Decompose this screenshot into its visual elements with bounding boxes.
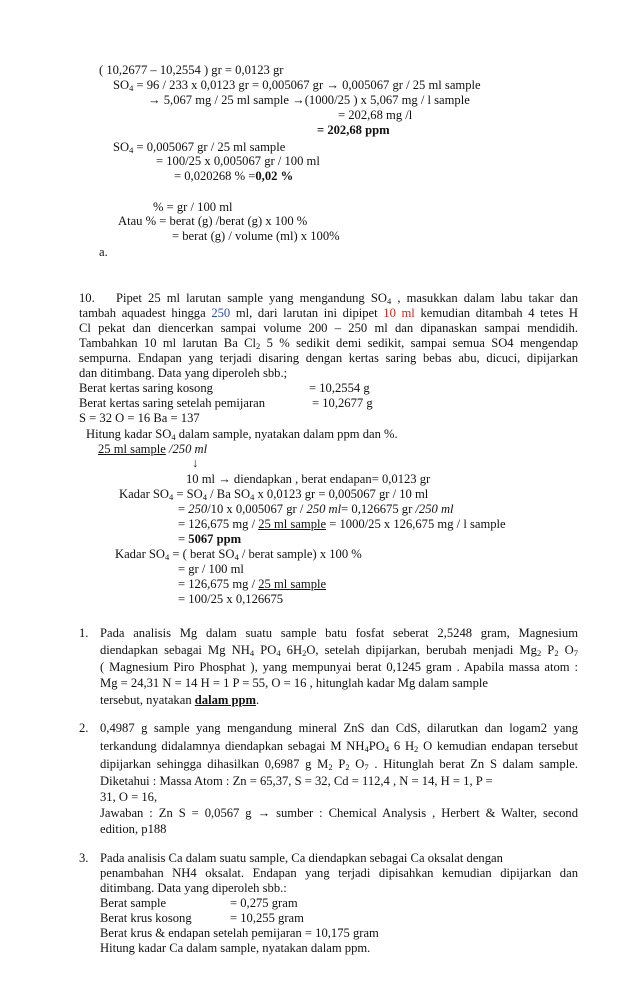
calc-line: = berat (g) / volume (ml) x 100%	[172, 229, 340, 243]
question-text-line: Pada analisis Mg dalam suatu sample batu fosfat seberat 2,5248 gram, Magnesium	[100, 626, 578, 640]
right-arrow-icon: →	[326, 78, 339, 92]
solution-line: = 250/10 x 0,005067 gr / 250 ml= 0,126675 gr /250 ml	[178, 502, 454, 516]
question-text-line: Berat krus & endapan setelah pemijaran = 10,175 gram	[100, 926, 379, 940]
data-label: Berat sample	[100, 896, 167, 910]
data-value: = 0,275 gram	[230, 896, 298, 910]
question-number: 2.	[79, 721, 89, 735]
question-text-line: Pada analisis Ca dalam suatu sample, Ca diendapkan sebagai Ca oksalat dengan	[100, 851, 503, 865]
calc-line: $SO_4 = 0,005067$ gr / 25 ml sample	[113, 140, 286, 155]
list-marker: a.	[99, 245, 108, 259]
right-arrow-icon: →	[218, 472, 231, 486]
solution-line: Kadar $SO_4$ = ( berat $SO_4$ / berat sample) x 100 %	[115, 547, 362, 562]
solution-line: Kadar $SO_4 = SO_4 / Ba$ $SO_4$ x 0,0123 gr = 0,005067 gr / 10 ml	[119, 487, 429, 502]
question-number: 3.	[79, 851, 89, 865]
task-text: Hitung kadar $SO_4$ dalam sample, nyatakan dalam ppm dan %.	[86, 427, 398, 442]
right-arrow-icon: →	[257, 806, 271, 820]
question-text-line: Jawaban : Zn S = 0,0567 g → sumber : Chemical Analysis , Herbert & Walter, second	[100, 806, 578, 820]
calc-line: Atau % = berat (g) /berat (g) x 100 %	[118, 214, 308, 228]
question-text-line: Mg = 24,31 N = 14 H = 1 P = 55, O = 16 , hitunglah kadar Mg dalam sample	[100, 676, 488, 690]
question-number: 1.	[79, 626, 89, 640]
question-text-line: ditimbang. Data yang diperoleh sbb.:	[100, 881, 287, 895]
question-text-line: Pipet 25 ml larutan sample yang mengandung $SO_4$ , masukkan dalam labu takar dan	[116, 291, 578, 306]
data-value: = 10,2677 g	[312, 396, 373, 410]
calc-line: = 202,68 mg /l	[338, 108, 413, 122]
data-label: Berat kertas saring setelah pemijaran	[79, 396, 266, 410]
question-text-line: Tambahkan 10 ml larutan Ba $Cl_2$ 5 % sedikit demi sedikit, sampai semua SO4 mengendap	[79, 336, 578, 351]
question-text-line: ( Magnesium Piro Phosphat ), yang mempunyai berat 0,1245 gram . Apabila massa atom :	[100, 660, 578, 674]
question-text-line: edition, p188	[100, 822, 167, 836]
question-text-line: Hitung kadar Ca dalam sample, nyatakan dalam ppm.	[100, 941, 371, 955]
calc-line: → 5,067 mg / 25 ml sample →(1000/25 ) x 5,067 mg / l sample	[148, 93, 470, 107]
question-text-line: sempurna. Endapan yang terjadi disaring dengan kertas saring bebas abu, dicuci, dipijarkan	[79, 351, 578, 365]
calc-line: $SO_4 = 96 / 233$ x 0,0123 gr = 0,005067 gr → 0,005067 gr / 25 ml sample	[113, 78, 481, 93]
question-text-line: Diketahui : Massa Atom : Zn = 65,37, S = 32, Cd = 112,4 , N = 14, H = 1, P =	[100, 774, 493, 788]
solution-line: 25 ml sample /250 ml	[98, 442, 208, 456]
solution-line: = 100/25 x 0,126675	[178, 592, 284, 606]
calc-line: = 0,020268 % =0,02 %	[174, 169, 294, 183]
right-arrow-icon: →	[148, 93, 161, 107]
data-value: = 10,2554 g	[309, 381, 370, 395]
question-text-line: dipijarkan sehingga dihasilkan 0,6987 g $M_2$ $P_2$ $O_7$ . Hitunglah berat Zn S dalam sample.	[100, 757, 578, 772]
question-text-line: terkandung didalamnya diendapkan sebagai M $NH_4PO_4$ 6 $H_2$ O kemudian endapan tersebut	[100, 739, 578, 754]
down-arrow-icon: ↓	[192, 456, 199, 470]
solution-line: = 126,675 mg / 25 ml sample = 1000/25 x 126,675 mg / l sample	[178, 517, 506, 531]
solution-line: = 126,675 mg / 25 ml sample	[178, 577, 327, 591]
data-label: Berat krus kosong	[100, 911, 192, 925]
calc-line: = 100/25 x 0,005067 gr / 100 ml	[156, 154, 320, 168]
question-text-line: diendapkan sebagai Mg $NH_4$ $PO_4$ $6H_2O$, setelah dipijarkan, berubah menjadi $Mg_2$ $P_2$ $O_7$	[100, 643, 579, 658]
atomic-masses: S = 32 O = 16 Ba = 137	[79, 411, 200, 425]
data-value: = 10,255 gram	[230, 911, 304, 925]
question-text-line: 31, O = 16,	[100, 790, 158, 804]
calc-line: = 202,68 ppm	[317, 123, 390, 137]
question-text-line: dan ditimbang. Data yang diperoleh sbb.;	[79, 366, 288, 380]
calc-line: % = gr / 100 ml	[153, 200, 233, 214]
right-arrow-icon: →	[292, 93, 305, 107]
question-text-line: 0,4987 g sample yang mengandung mineral ZnS dan CdS, dilarutkan dan logam2 yang	[100, 721, 578, 735]
calc-line: ( 10,2677 – 10,2554 ) gr = 0,0123 gr	[99, 63, 284, 77]
question-number: 10.	[79, 291, 95, 305]
solution-line: = gr / 100 ml	[178, 562, 244, 576]
solution-line: 10 ml → diendapkan , berat endapan= 0,0123 gr	[186, 472, 431, 486]
question-text-line: tambah aquadest hingga 250 ml, dari larutan ini dipipet 10 ml kemudian ditambah 4 tetes H	[79, 306, 578, 320]
question-text-line: Cl pekat dan diencerkan sampai volume 200 – 250 ml dan dipanaskan sampai mendidih.	[79, 321, 578, 335]
question-text-line: penambahan NH4 oksalat. Endapan yang terjadi dipisahkan kemudian dipijarkan dan	[100, 866, 578, 880]
data-label: Berat kertas saring kosong	[79, 381, 213, 395]
solution-line: = 5067 ppm	[178, 532, 242, 546]
question-text-line: tersebut, nyatakan dalam ppm.	[100, 693, 260, 707]
